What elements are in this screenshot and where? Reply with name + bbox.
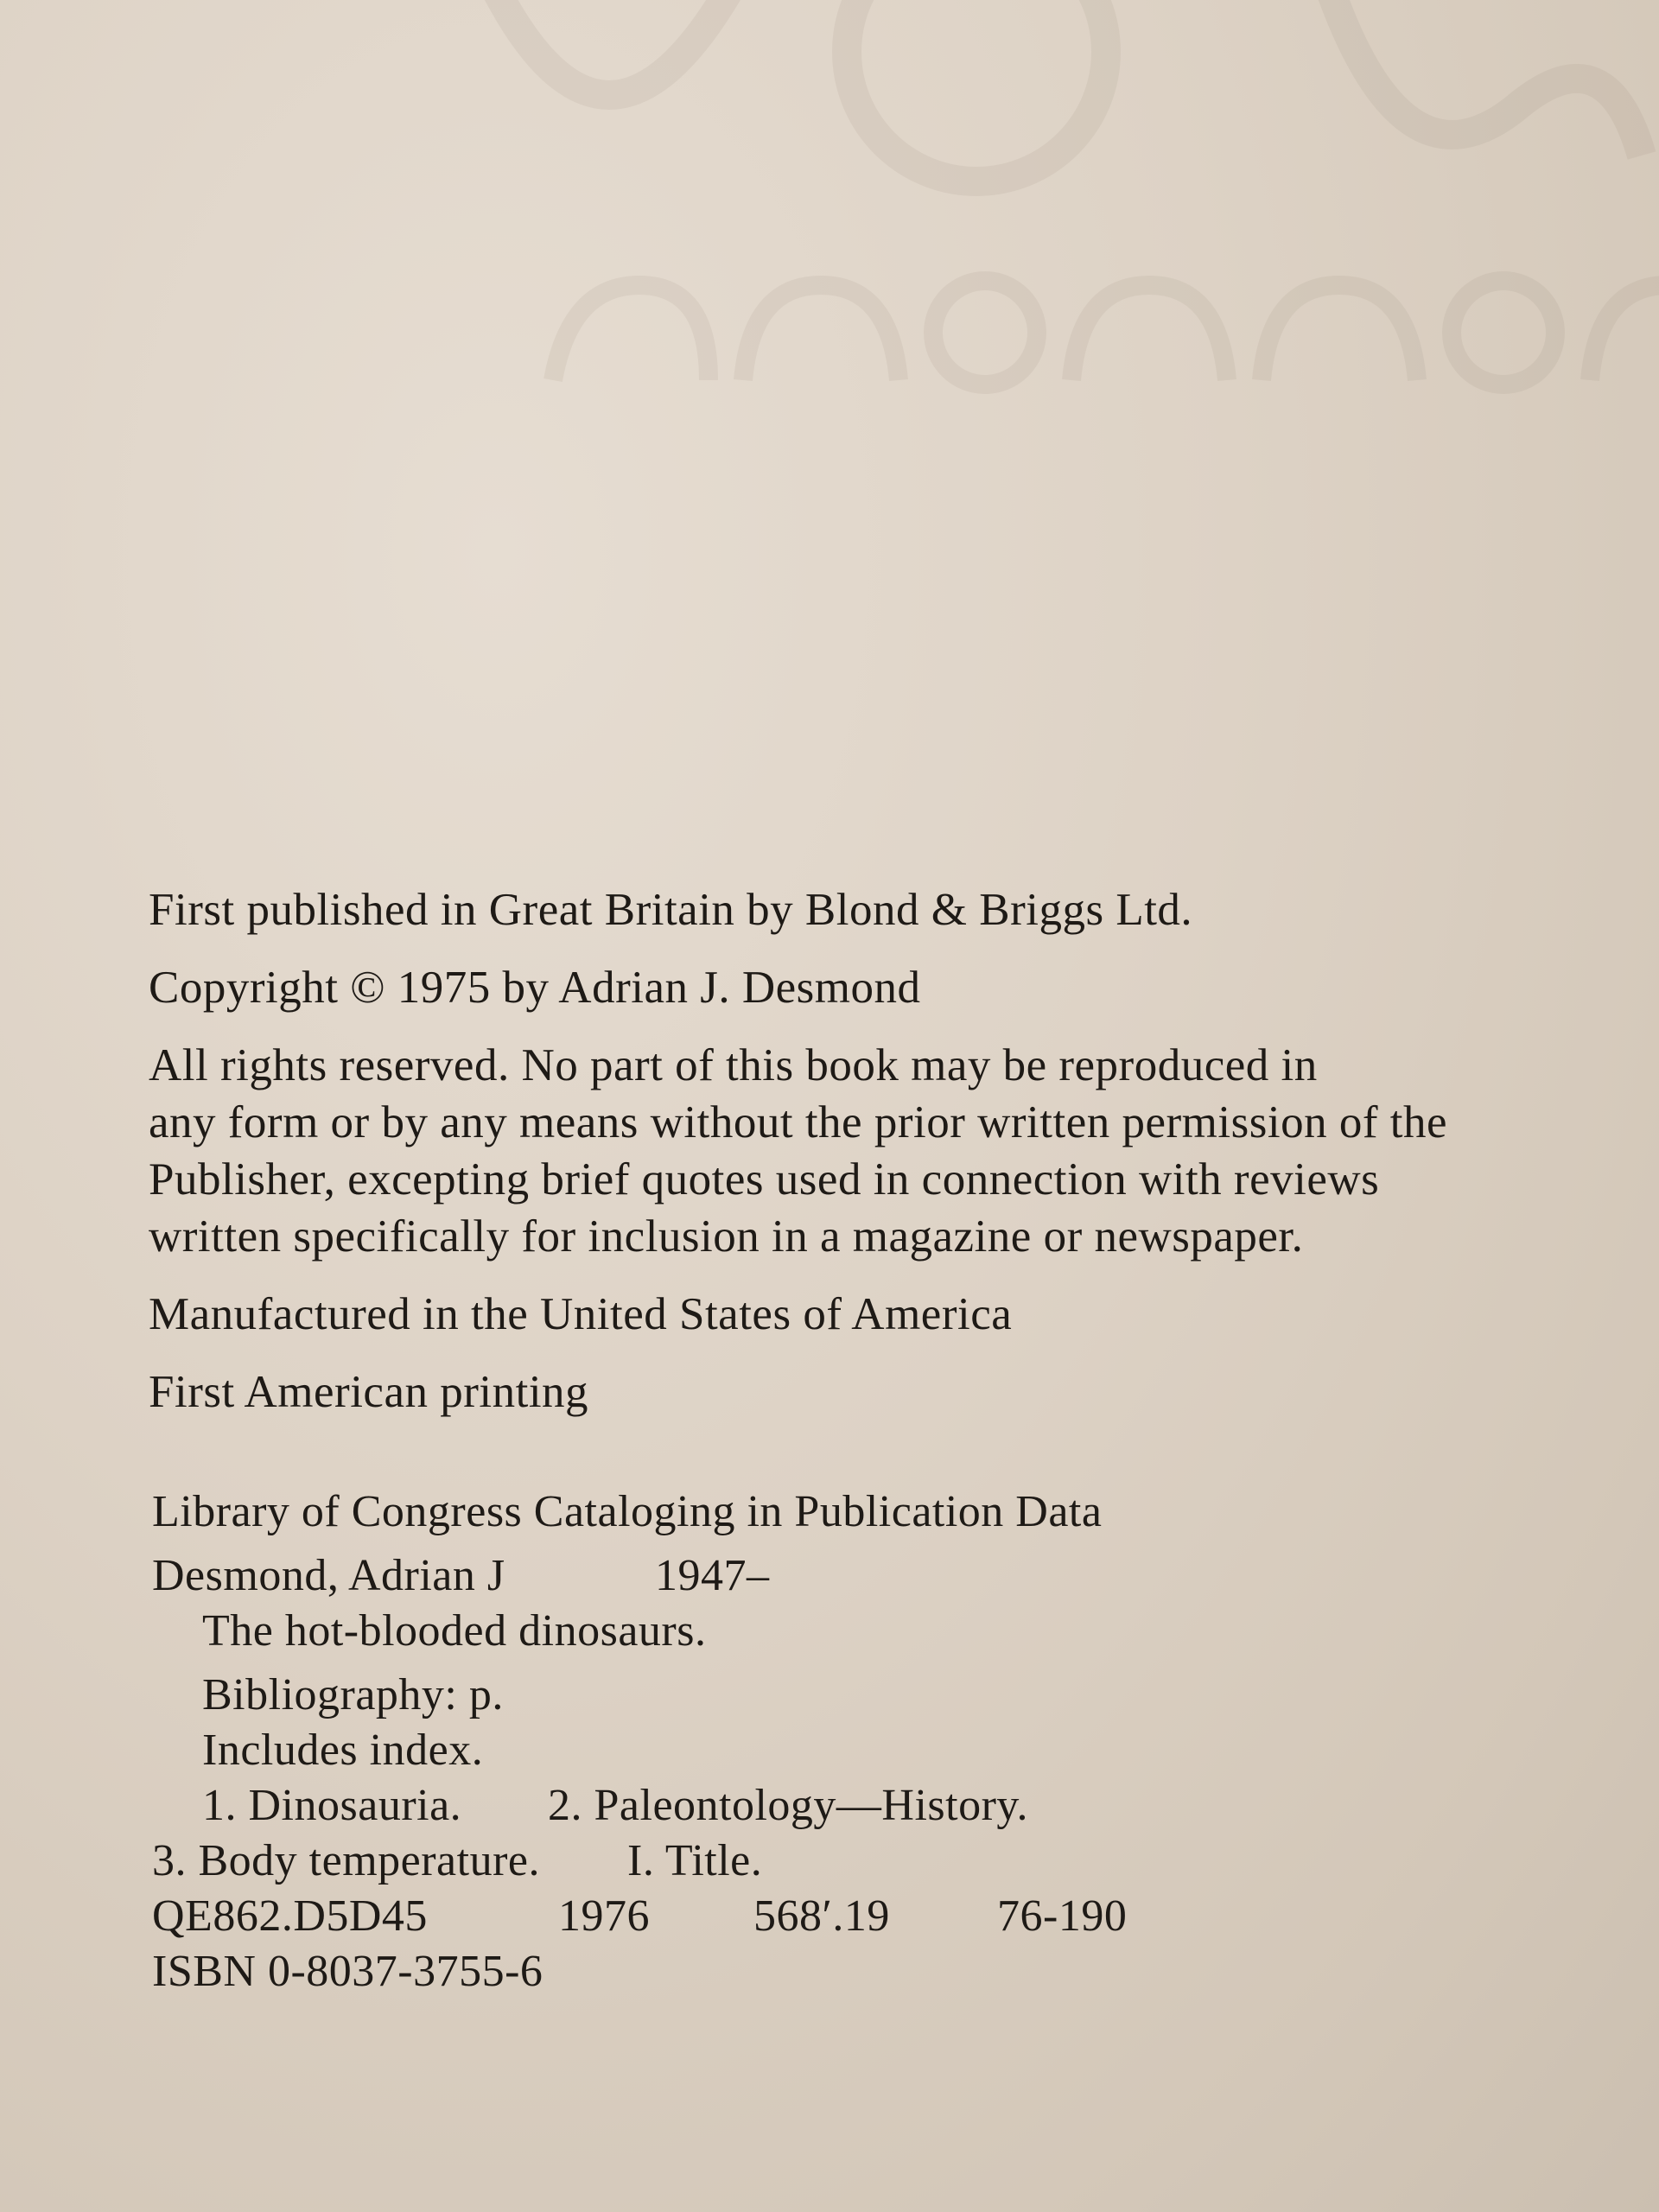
cip-bibliography: Bibliography: p. bbox=[202, 1670, 504, 1719]
rights-line: written specifically for inclusion in a magazine or newspaper. bbox=[149, 1211, 1304, 1262]
copyright-line: Copyright © 1975 by Adrian J. Desmond bbox=[149, 963, 921, 1013]
cip-author-dates: 1947– bbox=[655, 1551, 770, 1600]
manufactured-line: Manufactured in the United States of America bbox=[149, 1289, 1013, 1339]
cip-lccn: 76-190 bbox=[997, 1891, 1128, 1941]
cip-call-number: QE862.D5D45 bbox=[152, 1891, 428, 1941]
cip-title-entry: I. Title. bbox=[627, 1836, 763, 1885]
cip-heading: Library of Congress Cataloging in Publication Data bbox=[152, 1487, 1103, 1536]
cip-subject-title-row bbox=[152, 1834, 1448, 1889]
rights-line: any form or by any means without the prior written permission of the bbox=[149, 1097, 1447, 1147]
cip-subjects-row bbox=[152, 1778, 1448, 1834]
cip-author-row bbox=[152, 1548, 1448, 1604]
rights-line: Publisher, excepting brief quotes used in connection with reviews bbox=[149, 1154, 1380, 1205]
cip-title: The hot-blooded dinosaurs. bbox=[202, 1606, 707, 1656]
rights-line: All rights reserved. No part of this book may be reproduced in bbox=[149, 1040, 1318, 1090]
cip-classification-row bbox=[152, 1889, 1448, 1944]
cip-year: 1976 bbox=[558, 1891, 650, 1941]
cip-author-name: Desmond, Adrian J bbox=[152, 1551, 505, 1600]
printing-line: First American printing bbox=[149, 1367, 589, 1417]
cip-index-note: Includes index. bbox=[202, 1726, 484, 1775]
cip-subject-1: 1. Dinosauria. bbox=[202, 1781, 462, 1830]
show-through-ghost-lettering bbox=[0, 0, 1659, 484]
first-published-line: First published in Great Britain by Blond & Briggs Ltd. bbox=[149, 885, 1193, 935]
cip-subject-3: 3. Body temperature. bbox=[152, 1836, 540, 1885]
cip-isbn: ISBN 0-8037-3755-6 bbox=[152, 1947, 543, 1996]
imprint-block bbox=[149, 881, 1618, 1441]
cip-subject-2: 2. Paleontology—History. bbox=[548, 1781, 1029, 1830]
cip-data-block bbox=[152, 1484, 1448, 1999]
cip-dewey: 568′.19 bbox=[753, 1891, 890, 1941]
rights-paragraph bbox=[149, 1037, 1618, 1265]
